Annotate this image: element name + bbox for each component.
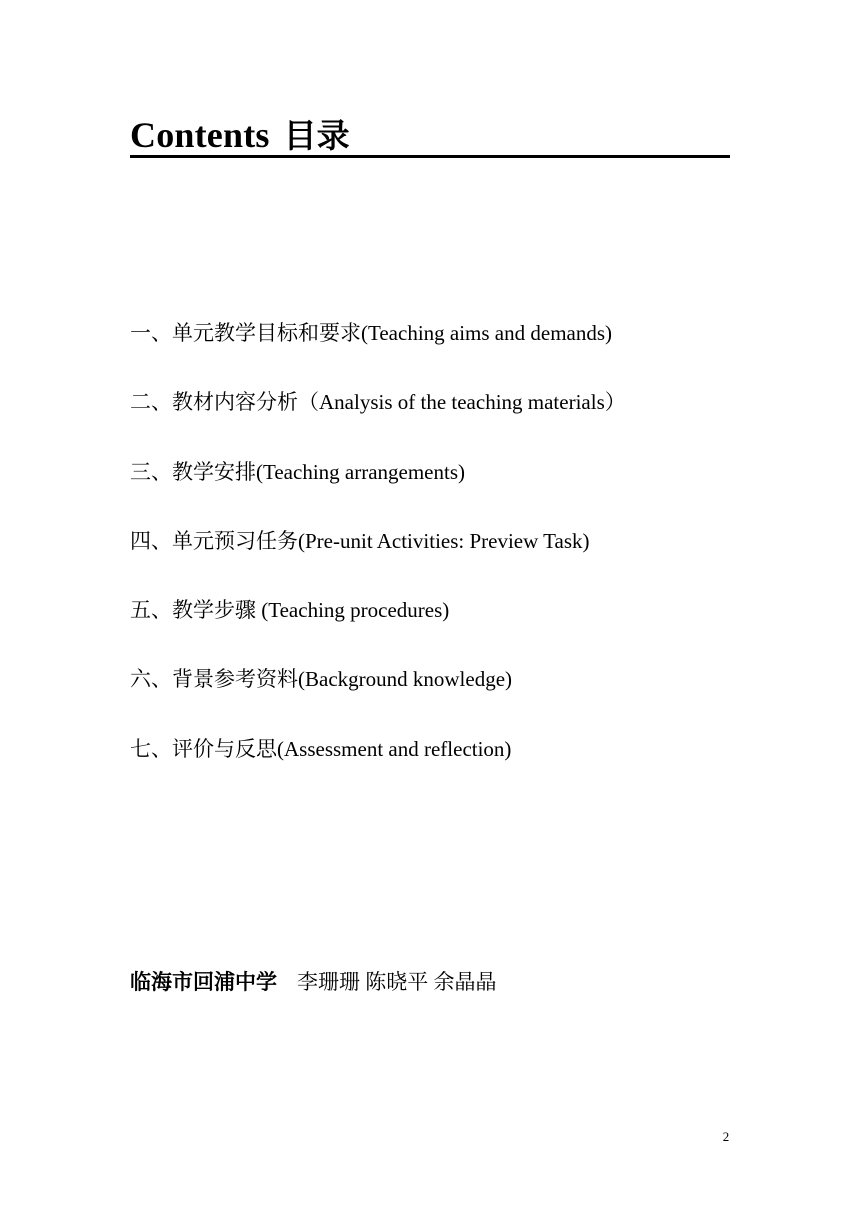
toc-item-7: 七、评价与反思(Assessment and reflection) [130, 736, 512, 761]
author-line [130, 966, 497, 998]
school-name: 临海市回浦中学 [130, 970, 277, 994]
toc-item-5: 五、教学步骤 (Teaching procedures) [130, 598, 450, 623]
toc-item-3: 三、教学安排(Teaching arrangements) [130, 459, 466, 484]
author-names: 李珊珊 陈晓平 余晶晶 [297, 970, 497, 994]
toc-item-4: 四、单元预习任务(Pre-unit Activities: Preview Task) [130, 528, 590, 553]
heading-english: Contents [130, 115, 270, 155]
table-of-contents [130, 317, 626, 802]
page-number: 2 [722, 1129, 730, 1144]
contents-heading [130, 112, 730, 158]
toc-item-2: 二、教材内容分析（Analysis of the teaching materials） [130, 390, 626, 415]
heading-chinese: 目录 [283, 116, 350, 155]
toc-item-6: 六、背景参考资料(Background knowledge) [130, 667, 513, 692]
toc-item-1: 一、单元教学目标和要求(Teaching aims and demands) [130, 321, 613, 345]
